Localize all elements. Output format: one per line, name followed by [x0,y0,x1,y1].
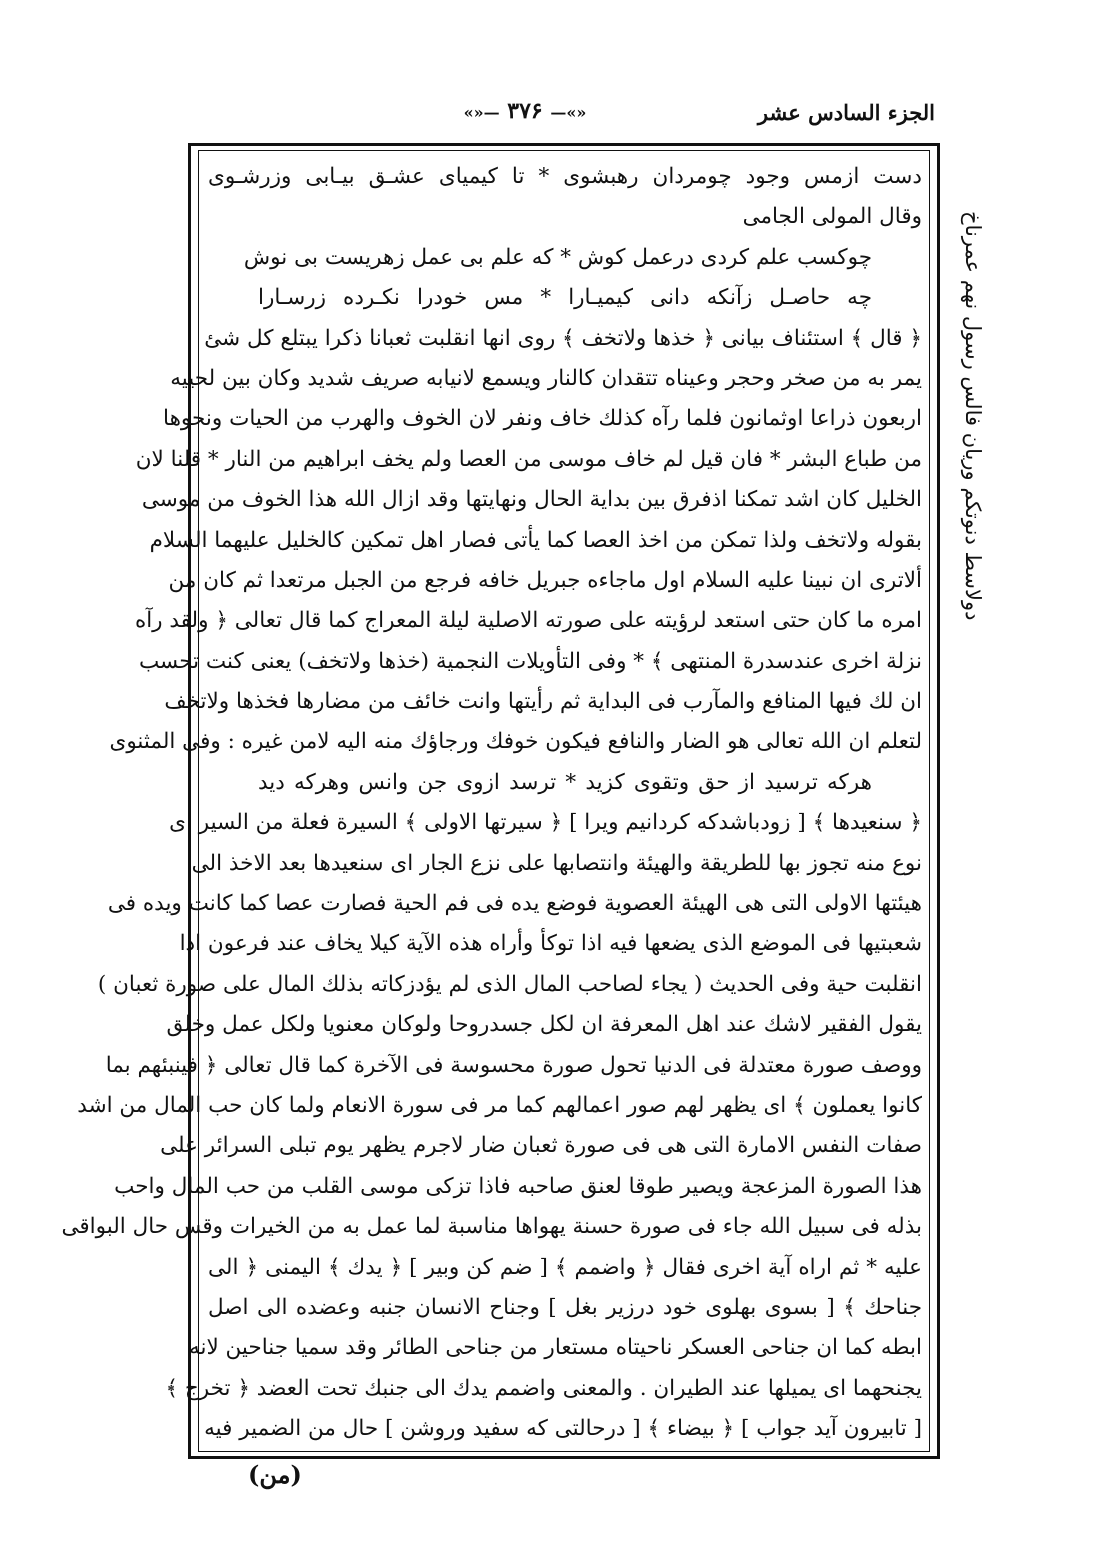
running-title: الجزء السادس عشر [757,100,935,125]
text-line: يجنحهما اى يميلها عند الطيران . والمعنى واضمم يدك الى جنبك تحت العضد ﴿ تخرج ﴾ [165,1375,922,1401]
catchword: (من) [248,1460,302,1489]
main-text [61,157,922,1450]
text-line: صفات النفس الامارة التى هى فى صورة ثعبان ضار لاجرم يظهر يوم تبلى السرائر على [160,1133,922,1159]
text-line: وقال المولى الجامى [742,204,922,230]
text-line: لتعلم ان الله تعالى هو الضار والنافع فيكون خوفك ورجاؤك منه اليه لامن غيره : وفى المثنوى [109,729,922,755]
text-line: هذا الصورة المزعجة ويصير طوقا لعنق صاحبه فاذا تزكى موسى القلب من حب المال واحب [114,1173,922,1199]
text-line: امره ما كان حتى استعد لرؤيته على صورته الاصلية ليلة المعراج كما قال تعالى ﴿ ولقد رآه [134,608,922,634]
text-line: شعبتيها فى الموضع الذى يضعها فيه اذا توكأ وأراه هذه الآية كيلا يخاف عند فرعون اذا [179,931,922,957]
text-line: ابطه كما ان جناحى العسكر ناحيتاه مستعار من جناحى الطائر وقد سميا جناحين لانه [188,1335,922,1361]
text-line: ان لك فيها المنافع والمآرب فى البداية ثم رأيتها وانت خائف من مضارها فخذها ولاتخف [164,689,922,715]
text-line: جناحك ﴾ [ بسوى بهلوى خود درزير بغل ] وجناح الانسان جنبه وعضده الى اصل [208,1294,922,1320]
text-line: دست ازمس وجود چومردان رهبشوی * تا كيمياى عشـق بيـابى وزرشـوى [208,164,922,189]
ornament-right: —«» [463,103,500,122]
text-line: بذله فى سبيل الله جاء فى صورة حسنة يهواها مناسبة لما عمل به من الخيرات وقس حال البواقى [61,1214,922,1240]
verse-line: چه حاصـل زآنكه دانى كيميـارا * مس خودرا نكـرده زرسـارا [258,285,872,311]
page-header [200,98,935,138]
text-line: [ تابيرون آيد جواب ] ﴿ بيضاء ﴾ [ درحالتى كه سفيد وروشن ] حال من الضمير فيه [204,1416,922,1442]
text-line: نزلة اخرى عندسدرة المنتهى ﴾ * وفى التأويلات النجمية (خذها ولاتخف) يعنى كنت تحسب [138,648,922,674]
ornament-left: «»— [550,103,587,122]
text-line: انقلبت حية وفى الحديث ( يجاء لصاحب المال الذى لم يؤدزكاته بذلك المال على صورة ثعبان ) [97,971,922,997]
text-line: بقوله ولاتخف ولذا تمكن من اخذ العصا كما يأتى فصار اهل تمكين كالخليل عليهما السلام [149,527,922,553]
text-line: ألاترى ان نبينا عليه السلام اول ماجاءه جبريل خافه فرجع من الجبل مرتعدا ثم كان من [168,567,922,593]
page-number-block [460,98,590,124]
text-line: من طباع البشر * فان قيل لم خاف موسى من العصا ولم يخف ابراهيم من النار * قلنا لان [135,446,922,472]
page-number: ۳۷۶ [507,98,543,124]
verse-line: چوكسب علم كردى درعمل كوش * كه علم بى عمل زهريست بى نوش [243,244,872,270]
text-line: ﴿ سنعيدها ﴾ [ زودباشدكه كردانيم ويرا ] ﴿ سيرتها الاولى ﴾ السيرة فعلة من السير اى [169,810,922,836]
text-line: ﴿ قال ﴾ استئناف بيانى ﴿ خذها ولاتخف ﴾ روى انها انقلبت ثعبانا ذكرا يبتلع كل شئ [204,325,922,351]
text-line: يقول الفقير لاشك عند اهل المعرفة ان لكل جسدروحا ولوكان معنويا ولكل عمل وخلق [166,1012,922,1038]
text-line: نوع منه تجوز بها للطريقة والهيئة وانتصابها على نزع الجار اى سنعيدها بعد الاخذ الى [191,850,922,876]
text-line: اربعون ذراعا اوثمانون فلما رآه كذلك خاف ونفر لان الخوف والهرب من الحيات ونحوها [163,406,922,432]
text-line: هيئتها الاولى التى هى الهيئة العصوية فوضع يده فى فم الحية فصارت عصا كما كانت ويده فى [107,891,922,917]
text-line: ووصف صورة معتدلة فى الدنيا تحول صورة محسوسة فى الآخرة كما قال تعالى ﴿ فينبئهم بما [105,1052,922,1078]
text-line: عليه * ثم اراه آية اخرى فقال ﴿ واضمم ﴾ [ ضم كن وبير ] ﴿ يدك ﴾ اليمنى ﴿ الى [208,1254,922,1280]
margin-note: دولاسط دنوتكم وريان فالس رسول نهم عمرناخ [961,210,985,620]
text-line: كانوا يعملون ﴾ اى يظهر لهم صور اعمالهم كما مر فى سورة الانعام ولما كان حب المال من اشد [77,1092,922,1118]
text-line: يمر به من صخر وحجر وعيناه تتقدان كالنار ويسمع لانيابه صريف شديد وكان بين لحييه [170,365,922,391]
text-line: الخليل كان اشد تمكنا اذفرق بين بداية الحال ونهايتها وقد ازال الله هذا الخوف من موسى [141,487,922,513]
verse-line: هركه ترسيد از حق وتقوى كزيد * ترسد ازوى جن وانس وهركه ديد [258,769,872,795]
